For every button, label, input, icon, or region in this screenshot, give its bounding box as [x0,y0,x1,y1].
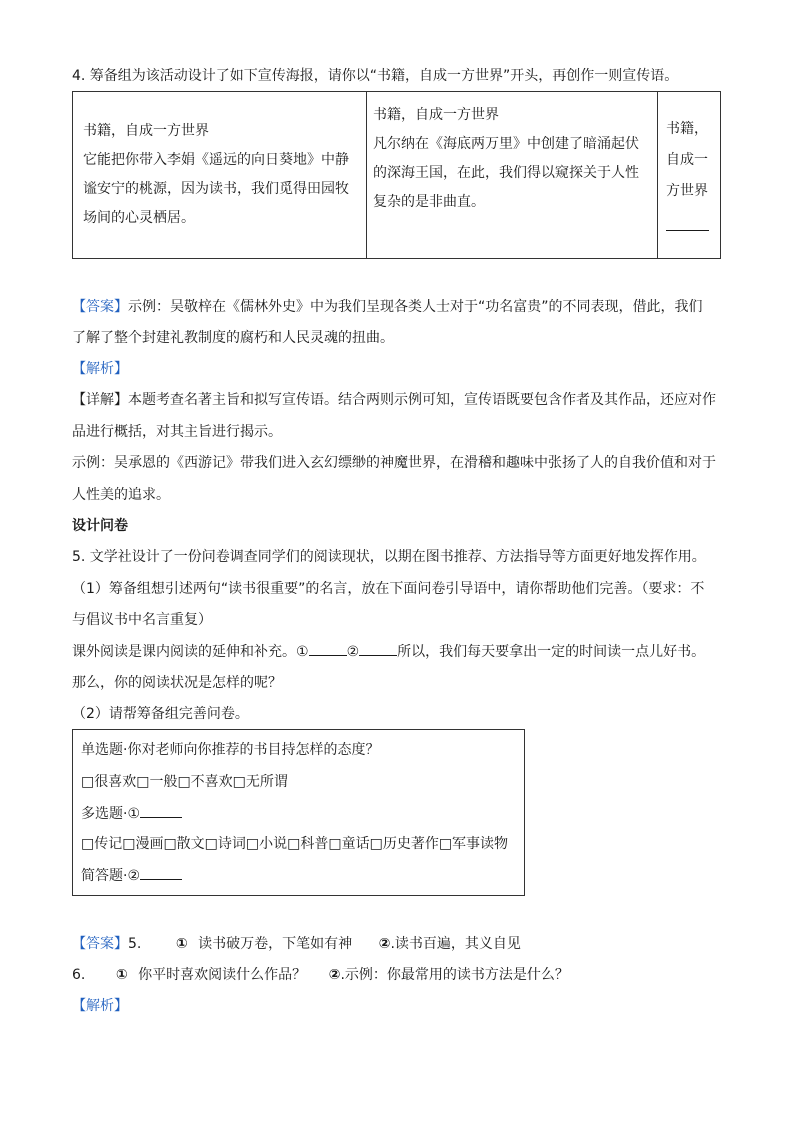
answer-1: 读书破万卷，下笔如有神 [198,936,353,952]
detail-text: 本题考查名著主旨和拟写宣传语。结合两则示例可知，宣传语既要包含作者及其作品，还应对作 [128,392,716,408]
section-title: 设计问卷 [72,518,128,534]
poster-column-2 [367,92,658,258]
detail-tag: 【详解】 [72,392,128,408]
short-label: 简答题·② [81,868,141,884]
answer-num: 5. [128,936,142,952]
q4-answer-cont: 了解了整个封建礼教制度的腐朽和人民灵魂的扭曲。 [72,330,394,346]
guide-text: 所以，我们每天要拿出一定的时间读一点儿好书。 [397,644,706,660]
blank-1 [309,641,347,656]
poster-c1-line: 书籍，自成一方世界 [83,123,209,139]
q4-example: 示例：吴承恩的《西游记》带我们进入玄幻缥缈的神魔世界，在滑稽和趣味中张扬了人的自我价值和对于 [72,455,716,471]
poster-table [72,91,721,259]
q5-sub1: （1）筹备组想引述两句“读书很重要”的名言，放在下面问卷引导语中，请你帮助他们完善。（要求：不 [72,581,705,597]
multi-choice-options: □传记□漫画□散文□诗词□小说□科普□童话□历史著作□军事读物 [81,836,509,852]
blank-short [140,865,182,880]
q5-guide-cont: 那么，你的阅读状况是怎样的呢？ [72,675,282,691]
blank-multi [140,803,182,818]
answer-mark: ② [328,967,341,983]
poster-c2-line: 书籍，自成一方世界 [373,107,499,123]
poster-blank [666,230,709,231]
q6-num: 6. [72,967,86,983]
q4-prompt: 4. 筹备组为该活动设计了如下宣传海报，请你以“书籍，自成一方世界”开头，再创作一则宣传语。 [72,68,679,84]
q5-sub2: （2）请帮筹备组完善问卷。 [72,706,249,722]
answer-mark: ② [378,936,391,952]
poster-c3-line: 方世界 [666,183,708,199]
q6-answer [72,965,569,985]
questionnaire-box [72,729,525,896]
answer-mark: ① [115,967,128,983]
answer-tag: 【答案】 [72,299,128,315]
q5-guide [72,641,705,662]
q5-answer [72,934,521,954]
single-choice-question: 单选题·你对老师向你推荐的书目持怎样的态度？ [81,742,380,758]
poster-c2-line: 复杂的是非曲直。 [373,194,485,210]
guide-text: 课外阅读是课内阅读的延伸和补充。① [72,644,309,660]
poster-c2-line: 凡尔纳在《海底两万里》中创建了暗涌起伏 [373,136,639,152]
multi-choice-question [81,803,182,824]
poster-c1-line: 场间的心灵栖居。 [83,210,195,226]
poster-c3-line: 书籍， [666,121,708,137]
q5-prompt: 5. 文学社设计了一份问卷调查同学们的阅读现状，以期在图书推荐、方法指导等方面更好地发挥作用。 [72,549,706,565]
answer-tag: 【答案】 [72,936,128,952]
q5-sub1-cont: 与倡议书中名言重复） [72,612,212,628]
poster-c1-line: 它能把你带入李娟《遥远的向日葵地》中静 [83,152,349,168]
blank-2 [359,641,397,656]
answer-2: .示例：你最常用的读书方法是什么？ [340,967,569,983]
poster-c3-line: 自成一 [666,152,708,168]
multi-label: 多选题·① [81,806,141,822]
short-answer-question [81,865,182,886]
q4-example-cont: 人性美的追求。 [72,487,170,503]
analysis-tag: 【解析】 [72,998,128,1014]
analysis-tag: 【解析】 [72,361,128,377]
q4-detail-cont: 品进行概括，对其主旨进行揭示。 [72,424,282,440]
poster-c2-line: 的深海王国，在此，我们得以窥探关于人性 [373,165,639,181]
single-choice-options: □很喜欢□一般□不喜欢□无所谓 [81,774,288,790]
q4-detail [72,390,716,410]
q4-answer [72,297,703,317]
answer-2: .读书百遍，其义自见 [390,936,521,952]
poster-column-1 [73,92,367,258]
poster-column-3 [658,92,721,258]
answer-text: 示例：吴敬梓在《儒林外史》中为我们呈现各类人士对于“功名富贵”的不同表现，借此，我们 [128,299,703,315]
guide-mark: ② [346,644,360,660]
answer-1: 你平时喜欢阅读什么作品？ [138,967,307,983]
poster-c1-line: 谧安宁的桃源，因为读书，我们觅得田园牧 [83,181,349,197]
answer-mark: ① [175,936,188,952]
